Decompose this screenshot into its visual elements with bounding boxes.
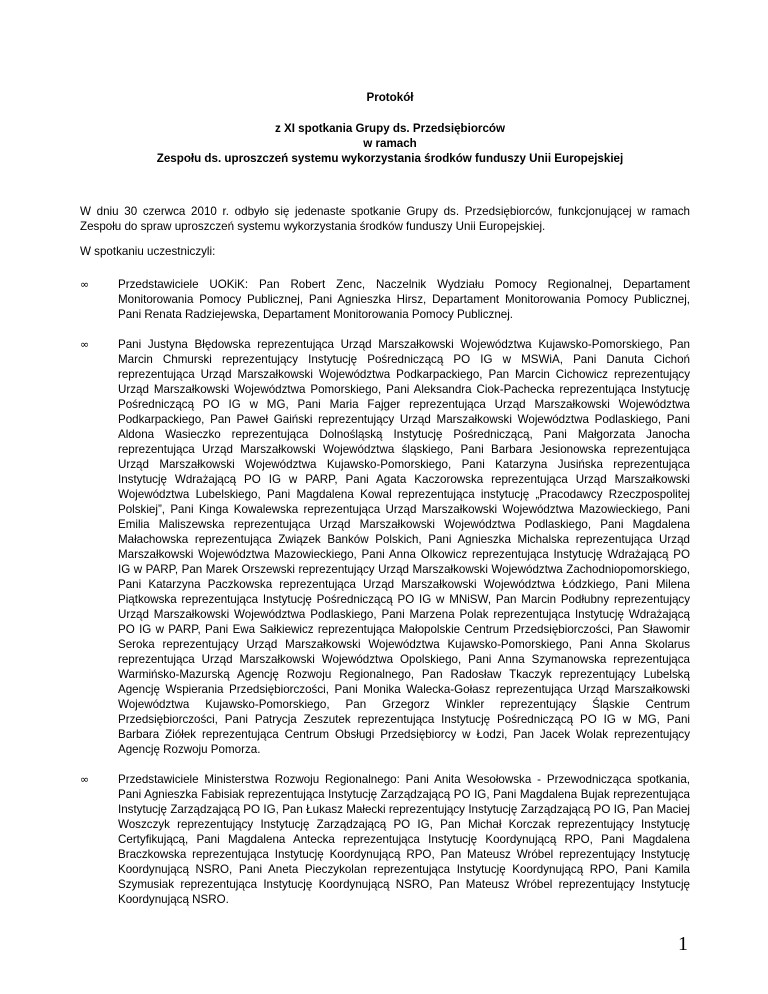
- list-item-text: Pani Justyna Błędowska reprezentująca Urząd Marszałkowski Województwa Kujawsko-Pomorskiego, Pan Marcin Chmurski reprezentujący Instytucję Pośredniczącą PO IG w MSWiA, Pani Danuta Cichoń reprezentująca Urząd Marszałkowski Województwa Podkarpackiego, Pan Marcin Cichowicz reprezentujący Urząd Marszałkowski Województwa Pomorskiego, Pani Aleksandra Ciok-Pachecka reprezentująca Instytucję Pośredniczącą PO IG w MG, Pani Maria Fajger reprezentująca Urząd Marszałkowski Województwa Podkarpackiego, Pan Paweł Gaiński reprezentujący Urząd Marszałkowski Województwa Podlaskiego, Pani Aldona Wasieczko reprezentująca Dolnośląską Instytucję Pośredniczącą, Pani Małgorzata Janocha reprezentująca Urząd Marszałkowski Województwa śląskiego, Pani Barbara Jesionowska reprezentująca Urząd Marszałkowski Województwa Kujawsko-Pomorskiego, Pani Katarzyna Jusińska reprezentująca Instytucję Wdrażającą PO IG w PARP, Pani Agata Kaczorowska reprezentująca Urząd Marszałkowski Województwa Lubelskiego, Pani Magdalena Kowal reprezentująca instytucję „Pracodawcy Rzeczpospolitej Polskiej”, Pani Kinga Kowalewska reprezentująca Urząd Marszałkowski Województwa Mazowieckiego, Pani Emilia Maliszewska reprezentująca Urząd Marszałkowski Województwa Podlaskiego, Pani Magdalena Małachowska reprezentująca Związek Banków Polskich, Pani Agnieszka Michalska reprezentująca Urząd Marszałkowski Województwa Mazowieckiego, Pani Anna Olkowicz reprezentująca Instytucję Wdrażającą PO IG w PARP, Pan Marek Orszewski reprezentujący Urząd Marszałkowski Województwa Zachodniopomorskiego, Pani Katarzyna Paczkowska reprezentująca Urząd Marszałkowski Województwa Łódzkiego, Pani Milena Piątkowska reprezentująca Instytucję Pośredniczącą PO IG w MNiSW, Pan Marcin Podłubny reprezentujący Urząd Marszałkowski Województwa Podlaskiego, Pani Marzena Polak reprezentująca Instytucję Wdrażającą PO IG w PARP, Pani Ewa Sałkiewicz reprezentująca Małopolskie Centrum Przedsiębiorczości, Pan Sławomir Seroka reprezentujący Urząd Marszałkowski Województwa Kujawsko-Pomorskiego, Pani Anna Skolarus reprezentująca Urząd Marszałkowski Województwa Opolskiego, Pani Anna Szymanowska reprezentująca Warmińsko-Mazurską Agencję Rozwoju Regionalnego, Pan Radosław Tkaczyk reprezentujący Lubelską Agencję Wspierania Przedsiębiorczości, Pani Monika Walecka-Gołasz reprezentująca Urząd Marszałkowski Województwa Kujawsko-Pomorskiego, Pan Grzegorz Winkler reprezentujący Śląskie Centrum Przedsiębiorczości, Pani Patrycja Zeszutek reprezentująca Instytucję Pośredniczącą PO IG w MG, Pani Barbara Ziółek reprezentująca Centrum Obsługi Przedsiębiorcy w Łodzi, Pan Jacek Wolak reprezentujący Agencję Rozwoju Pomorza.: [118, 338, 690, 756]
- list-item: [80, 772, 690, 907]
- intro-paragraph: W dniu 30 czerwca 2010 r. odbyło się jedenaste spotkanie Grupy ds. Przedsiębiorców, funkcjonującej w ramach Zespołu do spraw uproszczeń systemu wykorzystania środków funduszy Unii Europejskiej.: [80, 205, 690, 233]
- infinity-bullet-icon: ∞: [80, 278, 90, 291]
- document-subtitle-line3: Zespołu ds. uproszczeń systemu wykorzystania środków funduszy Unii Europejskiej: [156, 152, 624, 165]
- document-title: Protokół: [366, 91, 414, 104]
- document-subtitle-line1: z XI spotkania Grupy ds. Przedsiębiorców: [274, 122, 505, 135]
- list-item-text: Przedstawiciele Ministerstwa Rozwoju Regionalnego: Pani Anita Wesołowska - Przewodnicząca spotkania, Pani Agnieszka Fabisiak reprezentująca Instytucję Zarządzającą PO IG, Pani Magdalena Bujak reprezentująca Instytucję Zarządzającą PO IG, Pan Łukasz Małecki reprezentujący Instytucję Zarządzającą PO IG, Pan Maciej Woszczyk reprezentujący Instytucję Zarządzającą PO IG, Pan Michał Korczak reprezentujący Instytucję Certyfikującą, Pani Magdalena Antecka reprezentująca Instytucję Koordynującą RPO, Pani Magdalena Braczkowska reprezentująca Instytucję Koordynującą RPO, Pan Mateusz Wróbel reprezentujący Instytucję Koordynującą NSRO, Pani Aneta Pieczykolan reprezentująca Instytucję Koordynującą RPO, Pani Kamila Szymusiak reprezentująca Instytucję Koordynującą NSRO, Pan Mateusz Wróbel reprezentujący Instytucję Koordynującą NSRO.: [118, 773, 690, 906]
- infinity-bullet-icon: ∞: [80, 338, 90, 351]
- document-header: [80, 90, 700, 166]
- list-item-text: Przedstawiciele UOKiK: Pan Robert Zenc, Naczelnik Wydziału Pomocy Regionalnej, Departament Monitorowania Pomocy Publicznej, Pani Agnieszka Hirsz, Departament Monitorowania Pomocy Publicznej, Pani Renata Radziejewska, Departament Monitorowania Pomocy Publicznej.: [118, 278, 690, 321]
- list-item: [80, 277, 690, 322]
- infinity-bullet-icon: ∞: [80, 773, 90, 786]
- page-number: 1: [678, 933, 688, 955]
- document-subtitle-line2: w ramach: [363, 137, 417, 150]
- attendees-heading: W spotkaniu uczestniczyli:: [80, 245, 216, 258]
- list-item: [80, 337, 690, 757]
- attendees-list: [80, 277, 690, 922]
